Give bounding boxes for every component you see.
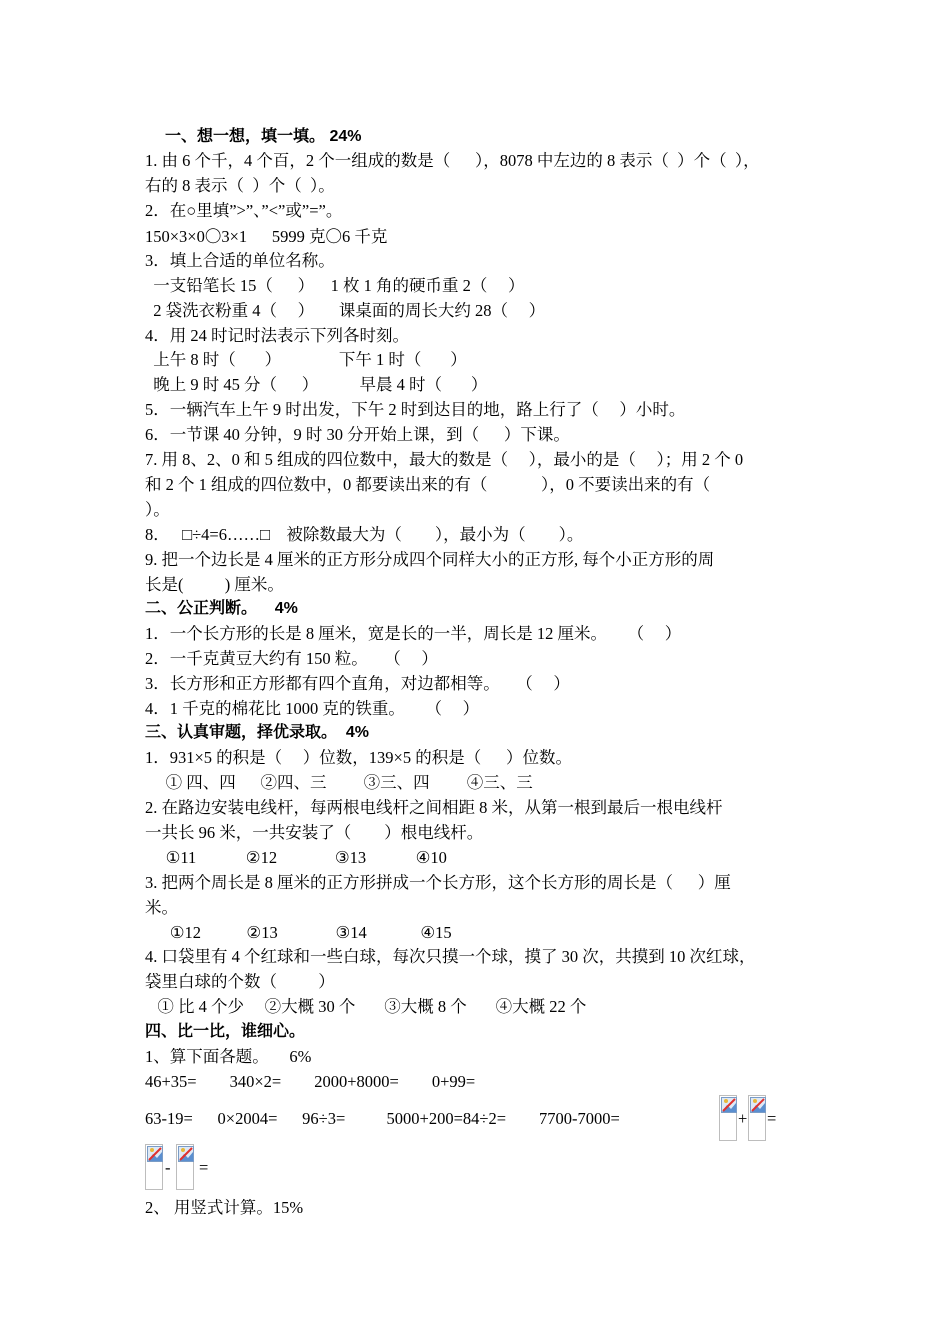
- plus-sign: +: [738, 1109, 748, 1128]
- s1-line-16: 9. 把一个边长是 4 厘米的正方形分成四个同样大小的正方形, 每个小正方形的周: [145, 550, 715, 569]
- section2-heading: 二、公正判断。 4%: [145, 600, 298, 617]
- s1-line-8: 上午 8 时（ ） 下午 1 时（ ）: [145, 350, 467, 369]
- s1-line-14: ）。: [145, 500, 170, 519]
- s3-line-4: ①11 ②12 ③13 ④10: [145, 848, 447, 867]
- s1-line-12: 7. 用 8、2、0 和 5 组成的四位数中，最大的数是（ ），最小的是（ ）；用 2 个 0: [145, 450, 744, 469]
- broken-image-icon: [145, 1144, 163, 1190]
- s2-line-1: 2．一千克黄豆大约有 150 粒。 （ ）: [145, 649, 438, 668]
- s3-line-1: ① 四、四 ②四、三 ③三、四 ④三、三: [145, 773, 533, 792]
- broken-image-icon: [719, 1095, 737, 1141]
- s4-calc-row-2: 63-19= 0×2004= 96÷3= 5000+200=84÷2= 7700-7000=: [145, 1109, 620, 1128]
- s3-line-9: 袋里白球的个数（ ）: [145, 972, 335, 991]
- s3-line-8: 4. 口袋里有 4 个红球和一些白球，每次只摸一个球，摸了 30 次，共摸到 10 次红球，: [145, 947, 756, 966]
- s3-line-10: ① 比 4 个少 ②大概 30 个 ③大概 8 个 ④大概 22 个: [145, 997, 587, 1016]
- s4-sub2: 2、 用竖式计算。15%: [145, 1198, 304, 1217]
- s4-sub1: 1、算下面各题。 6%: [145, 1047, 312, 1066]
- equals-sign-2: =: [199, 1158, 209, 1177]
- s1-line-7: 4．用 24 时记时法表示下列各时刻。: [145, 326, 409, 345]
- s3-line-7: ①12 ②13 ③14 ④15: [145, 923, 452, 942]
- s1-line-17: 长是( ) 厘米。: [145, 575, 284, 594]
- s3-line-0: 1．931×5 的积是（ ）位数，139×5 的积是（ ）位数。: [145, 748, 572, 767]
- s3-line-6: 米。: [145, 898, 178, 917]
- equals-sign: =: [767, 1109, 777, 1128]
- s1-line-9: 晚上 9 时 45 分（ ） 早晨 4 时（ ）: [145, 375, 488, 394]
- s2-line-0: 1．一个长方形的长是 8 厘米，宽是长的一半，周长是 12 厘米。 （ ）: [145, 624, 682, 643]
- minus-sign: -: [165, 1158, 171, 1177]
- s1-line-15: 8． □÷4=6……□ 被除数最大为（ ），最小为（ ）。: [145, 525, 584, 544]
- section4-heading: 四、比一比，谁细心。: [145, 1023, 306, 1040]
- s1-line-2: 2．在○里填”>”、”<”或”=”。: [145, 201, 343, 220]
- s1-line-6: 2 袋洗衣粉重 4（ ） 课桌面的周长大约 28（ ）: [145, 301, 546, 320]
- s1-line-5: 一支铅笔长 15（ ） 1 枚 1 角的硬币重 2（ ）: [145, 276, 525, 295]
- s2-line-3: 4．1 千克的棉花比 1000 克的铁重。 （ ）: [145, 699, 480, 718]
- s2-line-2: 3．长方形和正方形都有四个直角，对边都相等。 （ ）: [145, 674, 570, 693]
- s1-line-4: 3．填上合适的单位名称。: [145, 251, 335, 270]
- s1-line-1: 右的 8 表示（ ）个（ ）。: [145, 176, 335, 195]
- section1-heading: 一、想一想，填一填。 24%: [165, 128, 362, 145]
- s1-line-3: 150×3×0〇3×1 5999 克〇6 千克: [145, 227, 388, 246]
- s1-line-10: 5．一辆汽车上午 9 时出发，下午 2 时到达目的地，路上行了（ ）小时。: [145, 400, 686, 419]
- s3-line-3: 一共长 96 米，一共安装了（ ）根电线杆。: [145, 823, 484, 842]
- s1-line-0: 1. 由 6 个千，4 个百，2 个一组成的数是（ ），8078 中左边的 8 表示（ ）个（ ），: [145, 151, 760, 170]
- s1-line-13: 和 2 个 1 组成的四位数中，0 都要读出来的有（ ），0 不要读出来的有（: [145, 475, 711, 494]
- broken-image-icon: [176, 1144, 194, 1190]
- s3-line-2: 2. 在路边安装电线杆，每两根电线杆之间相距 8 米，从第一根到最后一根电线杆: [145, 798, 723, 817]
- broken-image-icon: [748, 1095, 766, 1141]
- s3-line-5: 3. 把两个周长是 8 厘米的正方形拼成一个长方形，这个长方形的周长是（ ）厘: [145, 873, 731, 892]
- s1-line-11: 6．一节课 40 分钟，9 时 30 分开始上课，到（ ）下课。: [145, 425, 570, 444]
- section3-heading: 三、认真审题，择优录取。 4%: [145, 724, 370, 741]
- s4-calc-row-1: 46+35= 340×2= 2000+8000= 0+99=: [145, 1072, 476, 1091]
